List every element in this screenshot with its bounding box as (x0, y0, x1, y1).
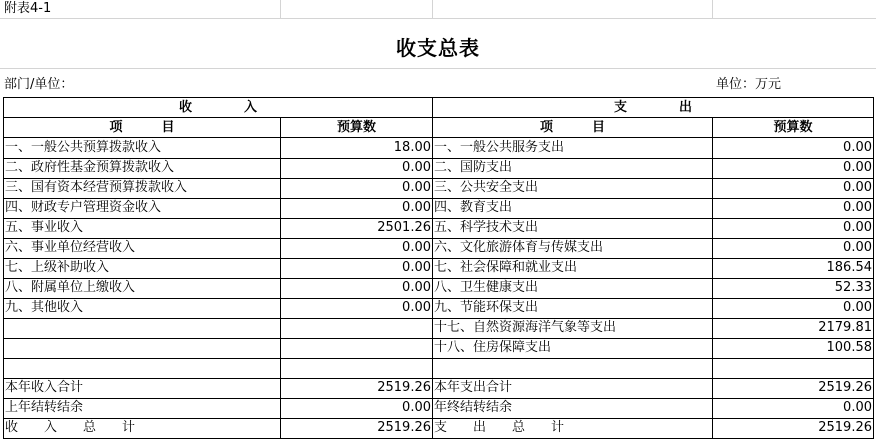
gridline (712, 0, 713, 18)
exp-item-cell: 年终结转结余 (434, 400, 513, 415)
exp-val-cell: 0.00 (843, 240, 872, 255)
exp-val-cell: 0.00 (843, 180, 872, 195)
inc-item-cell: 收 入 总 计 (5, 420, 136, 435)
inc-val-cell: 0.00 (402, 200, 431, 215)
inc-val-cell: 2519.26 (377, 420, 431, 435)
inc-item-cell (5, 358, 279, 378)
inc-item-cell: 上年结转结余 (5, 400, 84, 415)
exp-item-cell: 七、社会保障和就业支出 (434, 260, 578, 275)
inc-val-cell: 0.00 (402, 160, 431, 175)
inc-item-cell: 一、一般公共预算拨款收入 (5, 140, 162, 155)
inc-item-cell (5, 338, 279, 358)
exp-val-cell: 100.58 (826, 340, 872, 355)
exp-val-cell (713, 358, 872, 378)
inc-val-cell (281, 318, 431, 338)
inc-item-cell: 四、财政专户管理资金收入 (5, 200, 162, 215)
exp-val-cell: 2179.81 (818, 320, 872, 335)
exp-val-cell: 0.00 (843, 220, 872, 235)
dept-label: 部门/单位： (4, 77, 74, 92)
exp-item-cell: 九、节能环保支出 (434, 300, 539, 315)
income-item-col-header: 项 目 (109, 120, 175, 135)
inc-val-cell (281, 338, 431, 358)
expense-group-header: 支 出 (613, 100, 692, 115)
exp-item-cell: 六、文化旅游体育与传媒支出 (434, 240, 604, 255)
exp-item-cell: 四、教育支出 (434, 200, 513, 215)
inc-item-cell: 二、政府性基金预算拨款收入 (5, 160, 175, 175)
inc-val-cell (281, 358, 431, 378)
inc-val-cell: 0.00 (402, 280, 431, 295)
inc-val-cell: 18.00 (393, 140, 431, 155)
exp-val-cell: 0.00 (843, 400, 872, 415)
page-title: 收支总表 (396, 36, 480, 60)
exp-item-cell: 一、一般公共服务支出 (434, 140, 565, 155)
exp-val-cell: 52.33 (834, 280, 872, 295)
exp-val-cell: 2519.26 (818, 420, 872, 435)
exp-item-cell: 支 出 总 计 (434, 420, 565, 435)
unit-label: 单位：万元 (716, 77, 782, 92)
exp-val-cell: 0.00 (843, 200, 872, 215)
exp-val-cell: 0.00 (843, 300, 872, 315)
exp-item-cell (434, 358, 711, 378)
inc-item-cell: 六、事业单位经营收入 (5, 240, 136, 255)
inc-val-cell: 0.00 (402, 300, 431, 315)
inc-item-cell: 九、其他收入 (5, 300, 84, 315)
exp-item-cell: 本年支出合计 (434, 380, 513, 395)
exp-val-cell: 186.54 (826, 260, 872, 275)
exp-item-cell: 十八、住房保障支出 (434, 340, 552, 355)
income-group-header: 收 入 (178, 100, 257, 115)
exp-val-cell: 2519.26 (818, 380, 872, 395)
income-budget-col-header: 预算数 (336, 120, 376, 135)
inc-val-cell: 0.00 (402, 180, 431, 195)
inc-item-cell: 七、上级补助收入 (5, 260, 110, 275)
gridline (432, 0, 433, 18)
inc-val-cell: 0.00 (402, 240, 431, 255)
table-rule (3, 97, 4, 439)
sheet-label: 附表4-1 (4, 1, 52, 16)
table-rule (3, 438, 874, 439)
inc-val-cell: 0.00 (402, 400, 431, 415)
exp-item-cell: 八、卫生健康支出 (434, 280, 539, 295)
inc-item-cell (5, 318, 279, 338)
inc-item-cell: 八、附属单位上缴收入 (5, 280, 136, 295)
expense-budget-col-header: 预算数 (773, 120, 813, 135)
inc-val-cell: 2519.26 (377, 380, 431, 395)
inc-item-cell: 本年收入合计 (5, 380, 84, 395)
inc-val-cell: 2501.26 (377, 220, 431, 235)
exp-item-cell: 五、科学技术支出 (434, 220, 539, 235)
gridline (0, 18, 876, 19)
gridline (0, 68, 876, 69)
exp-item-cell: 二、国防支出 (434, 160, 513, 175)
exp-item-cell: 十七、自然资源海洋气象等支出 (434, 320, 617, 335)
inc-item-cell: 三、国有资本经营预算拨款收入 (5, 180, 188, 195)
inc-item-cell: 五、事业收入 (5, 220, 84, 235)
exp-val-cell: 0.00 (843, 140, 872, 155)
table-rule (873, 97, 874, 439)
inc-val-cell: 0.00 (402, 260, 431, 275)
gridline (280, 0, 281, 18)
exp-val-cell: 0.00 (843, 160, 872, 175)
table-rule (432, 97, 433, 439)
expense-item-col-header: 项 目 (539, 120, 605, 135)
exp-item-cell: 三、公共安全支出 (434, 180, 539, 195)
